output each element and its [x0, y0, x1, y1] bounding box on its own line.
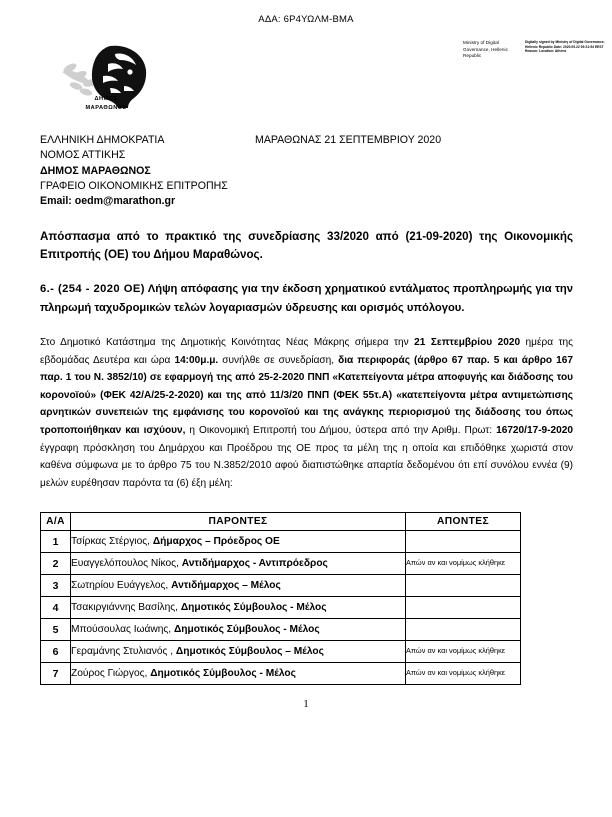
- member-present-cell: [71, 531, 406, 553]
- signature-authority-label: Ministry of Digital Governance, Hellenic Republic: [463, 40, 508, 59]
- row-index: 1: [41, 531, 71, 553]
- member-present-cell: [71, 597, 406, 619]
- attendance-table: [40, 512, 521, 685]
- row-index: 5: [41, 619, 71, 641]
- member-role: Αντιδήμαρχος – Μέλος: [171, 580, 281, 591]
- session-body-paragraph: [40, 334, 573, 492]
- body-legal-basis: δια περιφοράς (άρθρο 67 παρ. 5 και άρθρο 167 παρ. 1 του Ν. 3852/10) σε εφαρμογή της από 25-2-2020 ΠΝΠ «Κατεπείγοντα μέτρα αποφυγής και διάδοσης του κορονοϊού» (ΦΕΚ 42/Α/25-2-2020) και της από 11/3/20 ΠΝΠ (ΦΕΚ 55τ.Α) «κατεπείγοντα μέτρα αντιμετώπισης αρνητικών συνεπειών της εμφάνισης του κορονοϊού και της ανάγκης περιορισμού της διάδοσης του όπως τροποποιήθηκαν και ισχύουν,: [40, 354, 573, 436]
- signature-certificate-text: Digitally signed by Ministry of Digital Governance, Hellenic Republic Date: 2020.09.22 09:21:54 EEST Reason: Location: Athens: [525, 40, 605, 54]
- decision-item: [40, 280, 573, 317]
- letterhead: [40, 133, 575, 209]
- member-absent-note: Απών αν και νομίμως κλήθηκε: [406, 553, 521, 575]
- row-index: 7: [41, 663, 71, 685]
- office-label: ΓΡΑΦΕΙΟ ΟΙΚΟΝΟΜΙΚΗΣ ΕΠΙΤΡΟΠΗΣ: [40, 179, 228, 192]
- table-header-row: [41, 513, 521, 531]
- column-header-absent: ΑΠΟΝΤΕΣ: [406, 513, 521, 531]
- decision-title: Λήψη απόφασης για την έκδοση χρηματικού εντάλματος προπληρωμής για την πληρωμή ταχυδρομικών τελών λογαριασμών ύδρευσης και ορισμός υπόλογου.: [40, 283, 573, 314]
- member-role: Δημοτικός Σύμβουλος - Μέλος: [173, 624, 320, 635]
- row-index: 2: [41, 553, 71, 575]
- body-segment-2: ημέρα της εβδομάδας Δευτέρα και ώρα: [40, 337, 573, 366]
- member-present-cell: [71, 641, 406, 663]
- letterhead-row-1: [40, 133, 575, 148]
- member-present-cell: [71, 575, 406, 597]
- table-row: [41, 663, 521, 685]
- decision-number: 6.- (254 - 2020 ΟΕ): [40, 283, 145, 295]
- prefecture-label: ΝΟΜΟΣ ΑΤΤΙΚΗΣ: [40, 149, 126, 162]
- ada-reference-number: ΑΔΑ: 6Ρ4ΥΩΛΜ-ΒΜΑ: [258, 14, 354, 25]
- member-name: Σωτηρίου Ευάγγελος,: [71, 580, 172, 591]
- table-row: [41, 575, 521, 597]
- row-index: 3: [41, 575, 71, 597]
- page-number: 1: [303, 698, 309, 710]
- table-row: [41, 597, 521, 619]
- member-present-cell: [71, 619, 406, 641]
- place-date-label: ΜΑΡΑΘΩΝΑΣ 21 ΣΕΠΤΕΜΒΡΙΟΥ 2020: [255, 134, 442, 146]
- body-protocol-number: 16720/17-9-2020: [496, 424, 573, 436]
- table-row: [41, 619, 521, 641]
- member-absent-note: [406, 575, 521, 597]
- member-absent-note: Απών αν και νομίμως κλήθηκε: [406, 641, 521, 663]
- emblem-caption-line1: ΔΗΜΟΣ: [94, 96, 118, 102]
- body-segment-3: συνήλθε σε συνεδρίαση,: [218, 354, 339, 366]
- emblem-caption: [58, 95, 154, 112]
- member-role: Δήμαρχος – Πρόεδρος ΟΕ: [152, 536, 280, 547]
- municipality-label: ΔΗΜΟΣ ΜΑΡΑΘΩΝΟΣ: [40, 164, 151, 177]
- member-absent-note: [406, 531, 521, 553]
- digital-signature-stamp: [463, 40, 609, 60]
- column-header-index: Α/Α: [41, 513, 71, 531]
- member-absent-note: [406, 619, 521, 641]
- body-segment-1: Στο Δημοτικό Κατάστημα της Δημοτικής Κοινότητας Νέας Μάκρης σήμερα την: [40, 337, 415, 348]
- email-label: Email: oedm@marathon.gr: [40, 195, 176, 208]
- member-name: Μπούσουλας Ιωάwης,: [71, 624, 174, 635]
- republic-label: ΕΛΛΗΝΙΚΗ ΔΗΜΟΚΡΑΤΙΑ: [40, 134, 165, 146]
- member-present-cell: [71, 553, 406, 575]
- table-row: [41, 531, 521, 553]
- member-role: Δημοτικός Σύμβουλος - Μέλος: [180, 602, 327, 613]
- row-index: 6: [41, 641, 71, 663]
- member-name: Τσίρκας Στέργιος,: [71, 536, 153, 547]
- member-name: Τσακιργιάννης Βασίλης,: [71, 602, 181, 613]
- member-absent-note: Απών αν και νομίμως κλήθηκε: [406, 663, 521, 685]
- member-present-cell: [71, 663, 406, 685]
- member-role: Δημοτικός Σύμβουλος – Μέλος: [175, 646, 324, 657]
- body-segment-4: η Οικονομική Επιτροπή του Δήμου, ύστερα από την Αριθμ. Πρωτ:: [185, 424, 497, 436]
- member-absent-note: [406, 597, 521, 619]
- member-role: Αντιδήμαρχος - Αντιπρόεδρος: [181, 558, 328, 569]
- member-name: Γεραμάνης Στυλιανός ,: [71, 646, 176, 657]
- member-name: Ευαγγελόπουλος Νίκος,: [71, 558, 182, 569]
- column-header-present: ΠΑΡΟΝΤΕΣ: [71, 513, 406, 531]
- member-name: Ζούρος Γιώργος,: [71, 668, 151, 679]
- emblem-caption-line2: ΜΑΡΑΘΩΝΟΣ: [85, 104, 127, 111]
- body-session-date: 21 Σεπτεμβρίου 2020: [414, 337, 521, 348]
- abstract-title: Απόσπασμα από το πρακτικό της συνεδρίασης 33/2020 από (21-09-2020) της Οικονομικής Επιτροπής (ΟΕ) του Δήμου Μαραθώνος.: [40, 230, 573, 261]
- body-segment-5: έγγραφη πρόσκληση του Δημάρχου και Προέδρου της ΟΕ προς τα μέλη της η οποία και επιδόθηκε χωριστά στον καθένα σύμφωνα με το άρθρο 75 του Ν.3852/2010 αφού διαπιστώθηκε απαρτία δεδομένου ότι επί συνόλου εννέα (9) μελών ευρέθησαν παρόντα τα (6) έξη μέλη:: [40, 442, 573, 489]
- table-row: [41, 553, 521, 575]
- body-session-time: 14:00μ.μ.: [174, 354, 219, 366]
- member-role: Δημοτικός Σύμβουλος - Μέλος: [150, 668, 296, 679]
- table-row: [41, 641, 521, 663]
- row-index: 4: [41, 597, 71, 619]
